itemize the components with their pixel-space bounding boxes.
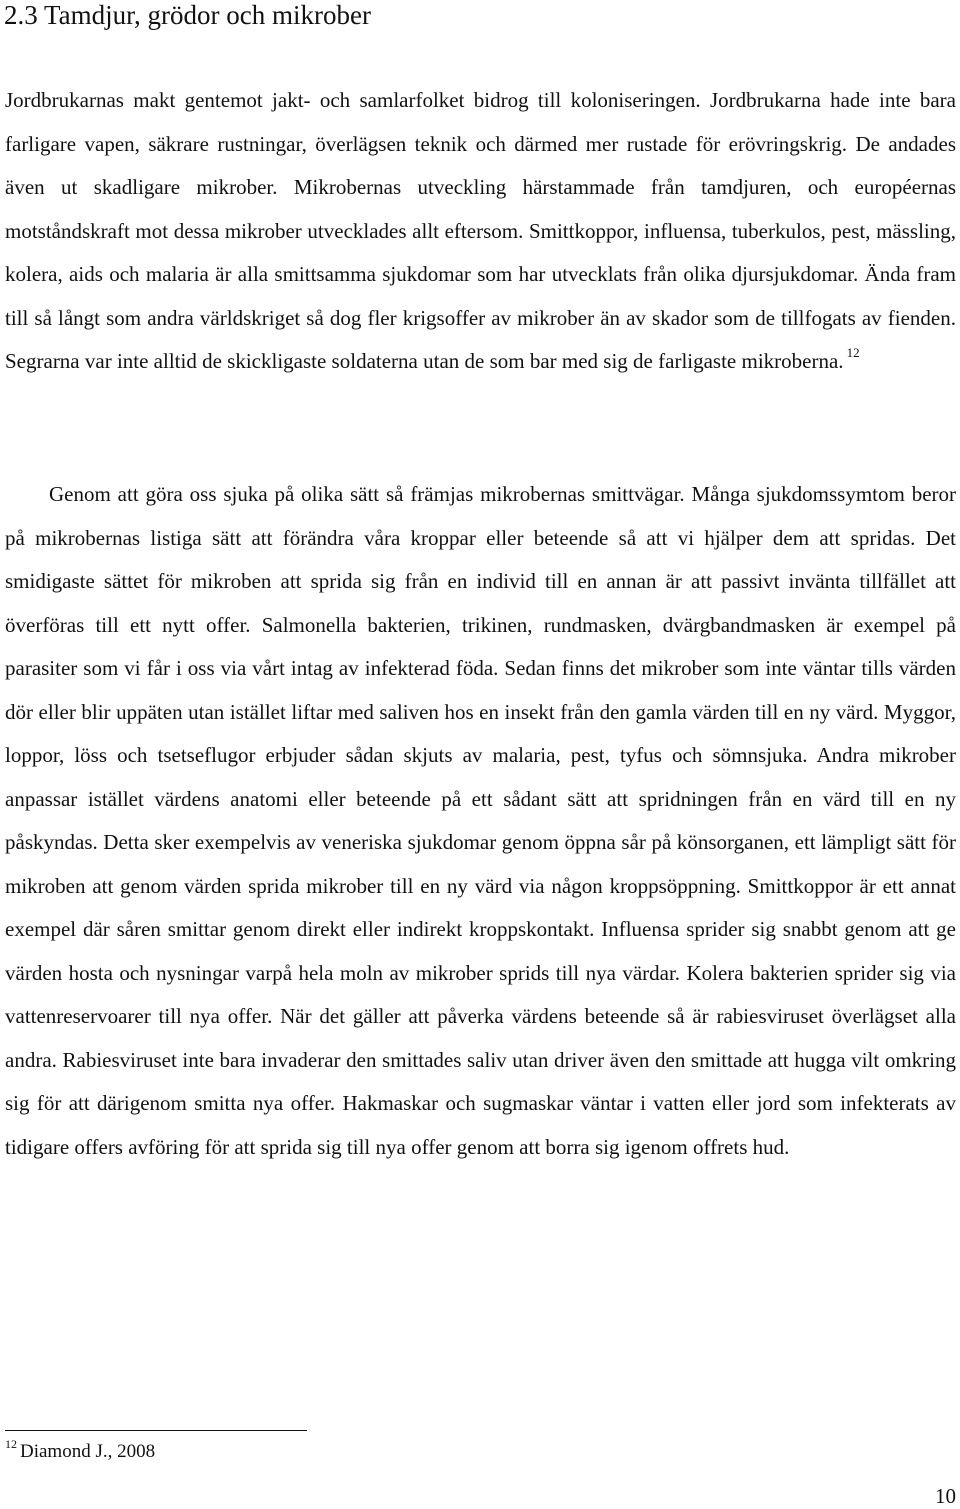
section-heading: 2.3 Tamdjur, grödor och mikrober	[4, 0, 371, 30]
body-paragraph-1	[5, 79, 956, 384]
footnote-text: Diamond J., 2008	[20, 1441, 156, 1462]
page-number: 10	[935, 1484, 956, 1508]
footnote-reference[interactable]: 12	[846, 345, 860, 360]
footnote-separator	[5, 1430, 307, 1431]
paragraph-1-text: Jordbrukarnas makt gentemot jakt- och samlarfolket bidrog till koloniseringen. Jordbrukarna hade inte bara farligare vapen, säkrare rustningar, överlägsen teknik och därmed mer rustade för erövringskrig. De andades även ut skadligare mikrober. Mikrobernas utveckling härstammade från tamdjuren, och européernas motståndskraft mot dessa mikrober utvecklades allt eftersom. Smittkoppor, influensa, tuberkulos, pest, mässling, kolera, aids och malaria är alla smittsamma sjukdomar som har utvecklats från olika djursjukdomar. Ända fram till så långt som andra världskriget så dog fler krigsoffer av mikrober än av skador som de tillfogats av fienden. Segrarna var inte alltid de skickligaste soldaterna utan de som bar med sig de farligaste mikroberna.	[5, 88, 956, 373]
footnote	[5, 1437, 156, 1464]
footnote-number: 12	[5, 1437, 17, 1451]
body-paragraph-2: Genom att göra oss sjuka på olika sätt så främjas mikrobernas smittvägar. Många sjukdomssymtom beror på mikrobernas listiga sätt att förändra våra kroppar eller beteende så att vi hjälper dem att spridas. Det smidigaste sättet för mikroben att sprida sig från en individ till en annan är att passivt invänta tillfället att överföras till ett nytt offer. Salmonella bakterien, trikinen, rundmasken, dvärgbandmasken är exempel på parasiter som vi får i oss via vårt intag av infekterad föda. Sedan finns det mikrober som inte väntar tills värden dör eller blir uppäten utan istället liftar med saliven hos en insekt från den gamla värden till en ny värd. Myggor, loppor, löss och tsetseflugor erbjuder sådan skjuts av malaria, pest, tyfus och sömnsjuka. Andra mikrober anpassar istället värdens anatomi eller beteende på ett sådant sätt att spridningen från en värd till en ny påskyndas. Detta sker exempelvis av veneriska sjukdomar genom öppna sår på könsorganen, ett lämpligt sätt för mikroben att genom värden sprida mikrober till en ny värd via någon kroppsöppning. Smittkoppor är ett annat exempel där såren smittar genom direkt eller indirekt kroppskontakt. Influensa sprider sig snabbt genom att ge värden hosta och nysningar varpå hela moln av mikrober sprids till nya värdar. Kolera bakterien sprider sig via vattenreservoarer till nya offer. När det gäller att påverka värdens beteende så är rabiesviruset överlägset alla andra. Rabiesviruset inte bara invaderar den smittades saliv utan driver även den smittade att hugga vilt omkring sig för att därigenom smitta nya offer. Hakmaskar och sugmaskar väntar i vatten eller jord som infekterats av tidigare offers avföring för att sprida sig till nya offer genom att borra sig igenom offrets hud.	[5, 482, 956, 1159]
